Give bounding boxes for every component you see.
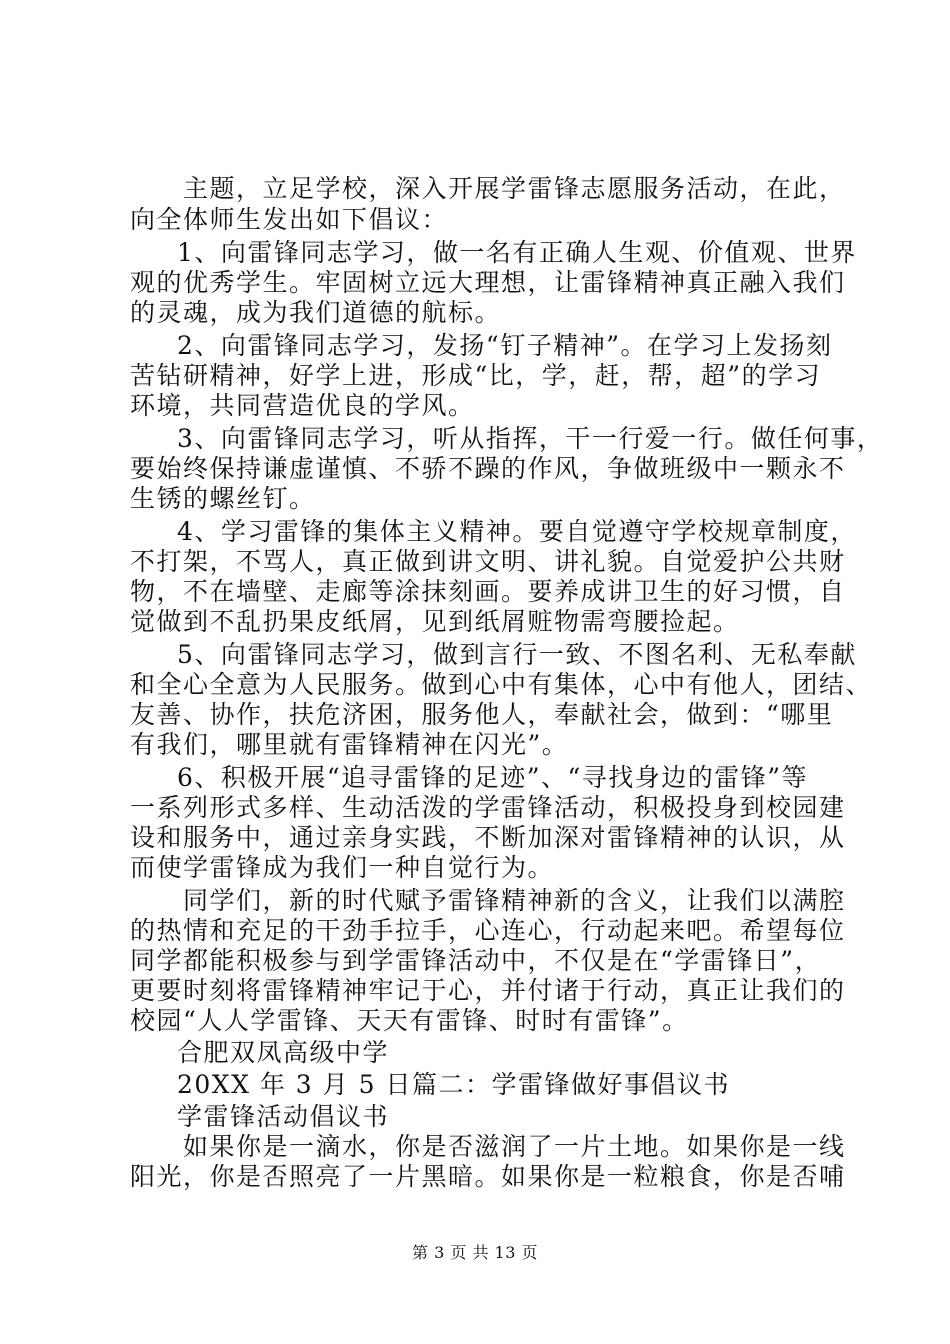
text-line: 向全体师生发出如下倡议：: [130, 205, 449, 234]
text-line: 20XX 年 3 月 5 日篇二：学雷锋做好事倡议书: [177, 1070, 730, 1099]
text-line: 的灵魂，成为我们道德的航标。: [130, 298, 502, 327]
text-line: 主题，立足学校，深入开展学雷锋志愿服务活动，在此，: [183, 174, 846, 203]
text-line: 不打架，不骂人，真正做到讲文明、讲礼貌。自觉爱护公共财: [130, 547, 846, 576]
page-number-footer: 第 3 页 共 13 页: [412, 1243, 538, 1262]
text-line: 校园“人人学雷锋、天天有雷锋、时时有雷锋”。: [130, 1006, 689, 1035]
text-line: 阳光，你是否照亮了一片黑暗。如果你是一粒粮食，你是否哺: [130, 1162, 846, 1191]
text-line: 觉做到不乱扔果皮纸屑，见到纸屑赃物需弯腰捡起。: [130, 607, 740, 636]
text-line: 苦钻研精神，好学上进，形成“比，学，赶，帮，超”的学习: [130, 361, 822, 390]
text-line: 一系列形式多样、生动活泼的学雷锋活动，积极投身到校园建: [130, 793, 846, 822]
text-line: 同学都能积极参与到学雷锋活动中，不仅是在“学雷锋日”，: [130, 946, 822, 975]
text-line: 4、学习雷锋的集体主义精神。要自觉遵守学校规章制度，: [177, 517, 857, 546]
text-line: 有我们，哪里就有雷锋精神在闪光”。: [130, 730, 569, 759]
text-line: 6、积极开展“追寻雷锋的足迹”、“寻找身边的雷锋”等: [177, 763, 809, 792]
text-line: 和全心全意为人民服务。做到心中有集体，心中有他人，团结、: [130, 670, 873, 699]
text-line: 合肥双凤高级中学: [177, 1038, 390, 1067]
text-line: 更要时刻将雷锋精神牢记于心，并付诸于行动，真正让我们的: [130, 976, 846, 1005]
text-line: 生锈的螺丝钉。: [130, 484, 316, 513]
text-line: 1、向雷锋同志学习，做一名有正确人生观、价值观、世界: [177, 238, 857, 267]
text-line: 要始终保持谦虚谨慎、不骄不躁的作风，争做班级中一颗永不: [130, 454, 846, 483]
text-line: 物，不在墙壁、走廊等涂抹刻画。要养成讲卫生的好习惯，自: [130, 577, 846, 606]
text-line: 而使学雷锋成为我们一种自觉行为。: [130, 853, 555, 882]
text-line: 2、向雷锋同志学习，发扬“钉子精神”。在学习上发扬刻: [177, 331, 833, 360]
text-line: 友善、协作，扶危济困，服务他人，奉献社会，做到：“哪里: [130, 700, 834, 729]
text-line: 设和服务中，通过亲身实践，不断加深对雷锋精神的认识，从: [130, 823, 846, 852]
text-line: 的热情和充足的干劲手拉手，心连心，行动起来吧。希望每位: [130, 916, 846, 945]
text-line: 学雷锋活动倡议书: [177, 1102, 390, 1131]
text-line: 环境，共同营造优良的学风。: [130, 391, 475, 420]
text-line: 3、向雷锋同志学习，听从指挥，干一行爱一行。做任何事，: [177, 424, 884, 453]
text-line: 同学们，新的时代赋予雷锋精神新的含义，让我们以满腔: [183, 886, 846, 915]
text-line: 如果你是一滴水，你是否滋润了一片土地。如果你是一线: [183, 1132, 846, 1161]
text-line: 5、向雷锋同志学习，做到言行一致、不图名利、无私奉献: [177, 640, 857, 669]
text-line: 观的优秀学生。牢固树立远大理想，让雷锋精神真正融入我们: [130, 268, 846, 297]
